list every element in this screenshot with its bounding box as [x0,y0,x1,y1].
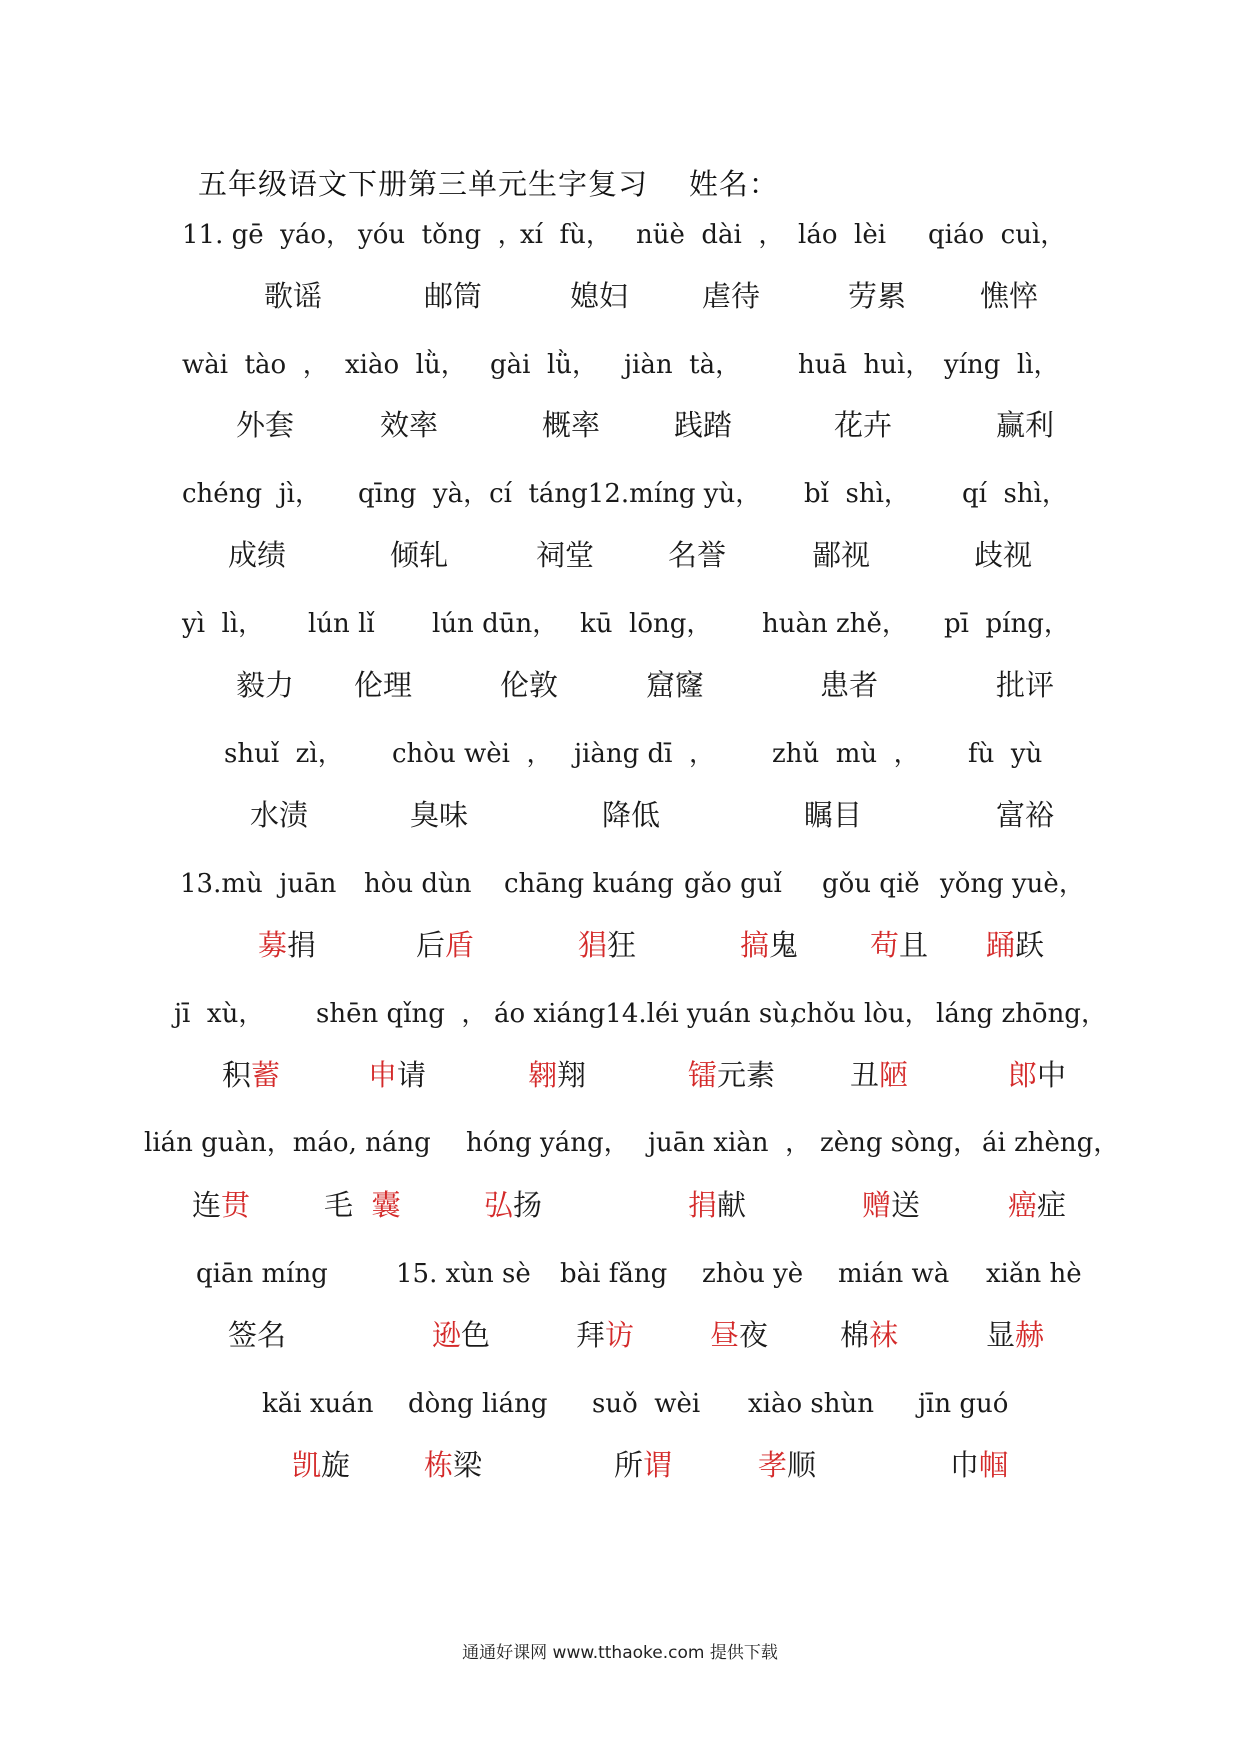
hanzi-entry [996,668,1055,702]
pinyin-entry [262,1391,374,1417]
hanzi-entry [416,928,475,962]
entry-text: 鬼 [769,928,799,962]
pinyin-entry [624,352,741,378]
entry-text: gǒu qiě [822,869,920,899]
hanzi-entry [368,1058,427,1092]
entry-text: 且 [899,928,929,962]
hanzi-entry [702,279,761,313]
hanzi-entry [236,408,295,442]
pinyin-entry [838,1261,949,1287]
entry-text: qiáo cuì， [928,220,1067,250]
entry-text: yóu tǒng ， [358,220,524,250]
highlighted-character: 郎 [1008,1058,1038,1092]
entry-text: 外套 [236,408,295,442]
hanzi-entry [646,668,705,702]
hanzi-entry [292,1448,351,1482]
entry-text: 狂 [607,928,637,962]
entry-text: huàn zhě， [762,609,908,639]
entry-text: 媳妇 [570,279,629,313]
hanzi-entry [834,408,893,442]
entry-text: 毛 [324,1188,372,1222]
highlighted-character: 陋 [879,1058,909,1092]
entry-text: 劳累 [848,279,907,313]
pinyin-entry [504,871,674,897]
hanzi-entry [812,538,871,572]
entry-text: suǒ wèi [592,1389,701,1419]
highlighted-character: 申 [368,1058,398,1092]
highlighted-character: 踊 [986,928,1016,962]
highlighted-character: 谓 [643,1448,673,1482]
hanzi-entry [424,279,483,313]
highlighted-character: 苟 [870,928,900,962]
hanzi-entry [354,668,413,702]
entry-text: 花卉 [834,408,893,442]
entry-text: 签名 [228,1318,287,1352]
pinyin-entry [648,1130,811,1156]
pinyin-entry [918,1391,1008,1417]
entry-text: zhòu yè [702,1259,804,1289]
entry-text: 践踏 [674,408,733,442]
entry-text: ái zhèng， [982,1128,1120,1158]
pinyin-entry [636,222,784,248]
entry-text: 富裕 [996,798,1055,832]
hanzi-entry [484,1188,543,1222]
hanzi-entry [222,1058,281,1092]
pinyin-entry [982,1130,1119,1156]
pinyin-entry [316,1001,487,1027]
entry-text: pī píng， [944,609,1070,639]
entry-text: jīn guó [918,1389,1009,1419]
pinyin-entry [490,352,598,378]
entry-text: 概率 [542,408,601,442]
pinyin-entry [986,1261,1082,1287]
entry-text: kǎi xuán [262,1389,374,1419]
entry-text: hòu dùn [364,869,472,899]
pinyin-entry [792,1001,931,1027]
entry-text: 梁 [453,1448,483,1482]
hanzi-entry [674,408,733,442]
entry-text: 赢利 [996,408,1055,442]
pinyin-entry [580,611,712,637]
hanzi-entry [390,538,449,572]
entry-text: 巾 [950,1448,980,1482]
highlighted-character: 搞 [740,928,770,962]
hanzi-entry [850,1058,909,1092]
hanzi-entry [688,1058,776,1092]
pinyin-entry [396,1261,531,1287]
entry-text: 瞩目 [804,798,863,832]
entry-text: shuǐ zì， [224,739,344,769]
entry-text: 效率 [380,408,439,442]
entry-text: 憔悴 [980,279,1039,313]
entry-text: 降低 [602,798,661,832]
hanzi-entry [578,928,637,962]
pinyin-entry [180,871,336,897]
pinyin-entry [592,1391,700,1417]
hanzi-entry [688,1188,747,1222]
entry-text: 邮筒 [424,279,483,313]
entry-text: 名誉 [668,538,727,572]
entry-text: 元素 [717,1058,776,1092]
entry-text: fù yù [968,739,1043,769]
entry-text: jiàng dī ， [574,739,716,769]
entry-text: 11. gē yáo， [182,220,353,250]
entry-text: áo xiáng14.léi yuán sù， [494,999,815,1029]
entry-text: 丑 [850,1058,880,1092]
entry-text: lián guàn，máo, náng [144,1128,431,1158]
entry-text: bǐ shì， [804,479,910,509]
entry-text: yíng lì， [944,350,1060,380]
hanzi-entry [980,279,1039,313]
pinyin-entry [392,741,552,767]
pinyin-entry [560,1261,667,1287]
highlighted-character: 镭 [688,1058,718,1092]
pinyin-entry [432,611,558,637]
entry-text: 请 [397,1058,427,1092]
entry-text: 鄙视 [812,538,871,572]
entry-text: chòu wèi ， [392,739,553,769]
entry-text: qí shì， [962,479,1068,509]
entry-text: xí fù， [520,220,612,250]
hanzi-entry [228,538,287,572]
entry-text: huā huì， [798,350,932,380]
highlighted-character: 募 [258,928,288,962]
entry-text: 臭味 [410,798,469,832]
entry-text: chéng jì， [182,479,321,509]
pinyin-entry [196,1261,328,1287]
pinyin-entry [684,871,782,897]
entry-text: 伦敦 [500,668,559,702]
entry-text: 扬 [513,1188,543,1222]
pinyin-entry [182,222,352,248]
highlighted-character: 帼 [979,1448,1009,1482]
entry-text: 13.mù juān [180,869,337,899]
pinyin-entry [944,611,1070,637]
pinyin-entry [702,1261,803,1287]
hanzi-entry [228,1318,287,1352]
highlighted-character: 昼 [710,1318,740,1352]
entry-text: jī xù， [174,999,265,1029]
entry-text: 显 [986,1318,1016,1352]
hanzi-entry [848,279,907,313]
hanzi-entry [840,1318,899,1352]
hanzi-entry [986,1318,1045,1352]
highlighted-character: 赫 [1015,1318,1045,1352]
entry-text: wài tào ， [182,350,329,380]
entry-text: chǒu lòu， [792,999,931,1029]
entry-text: 歧视 [974,538,1033,572]
highlighted-character: 猖 [578,928,608,962]
pinyin-entry [968,741,1042,767]
hanzi-entry [986,928,1045,962]
highlighted-character: 孝 [758,1448,788,1482]
entry-text: 水渍 [250,798,309,832]
hanzi-entry [570,279,629,313]
entry-text: lún lǐ [308,609,375,639]
entry-text: 色 [461,1318,491,1352]
pinyin-entry [962,481,1068,507]
pinyin-entry [144,1130,431,1156]
pinyin-entry [466,1130,630,1156]
pinyin-entry [804,481,910,507]
highlighted-character: 访 [605,1318,635,1352]
pinyin-entry [174,1001,264,1027]
entry-text: zhǔ mù ， [772,739,920,769]
pinyin-entry [358,481,761,507]
hanzi-entry [432,1318,491,1352]
entry-text: jiàn tà， [624,350,742,380]
pinyin-entry [762,611,908,637]
entry-text: 跃 [1015,928,1045,962]
entry-text: 顺 [787,1448,817,1482]
entry-text: 毅力 [236,668,295,702]
pinyin-entry [308,611,375,637]
hanzi-entry [500,668,559,702]
pinyin-entry [936,1001,1107,1027]
hanzi-entry [528,1058,587,1092]
entry-text: lún dūn， [432,609,559,639]
entry-text: 所 [614,1448,644,1482]
pinyin-entry [748,1391,874,1417]
hanzi-entry [250,798,309,832]
highlighted-character: 蓄 [251,1058,281,1092]
hanzi-entry [870,928,929,962]
hanzi-entry [996,798,1055,832]
page-footer: 通通好课网 www.tthaoke.com 提供下载 [462,1643,778,1663]
entry-text: 窟窿 [646,668,705,702]
entry-text: 15. xùn sè [396,1259,531,1289]
entry-text: 倾轧 [390,538,449,572]
hanzi-entry [614,1448,673,1482]
entry-text: 虐待 [702,279,761,313]
pinyin-entry [798,222,886,248]
pinyin-entry [798,352,931,378]
entry-text: 后 [416,928,446,962]
entry-text: láo lèi [798,220,887,250]
highlighted-character: 捐 [688,1188,718,1222]
entry-text: 中 [1037,1058,1067,1092]
pinyin-entry [944,352,1060,378]
hanzi-entry [1008,1188,1067,1222]
entry-text: juān xiàn ， [648,1128,812,1158]
hanzi-entry [536,538,595,572]
hanzi-entry [324,1188,401,1222]
entry-text: dòng liáng [408,1389,548,1419]
entry-text: 积 [222,1058,252,1092]
hanzi-entry [668,538,727,572]
pinyin-entry [574,741,715,767]
pinyin-entry [358,222,524,248]
pinyin-entry [822,871,920,897]
entry-text: mián wà [838,1259,950,1289]
hanzi-entry [602,798,661,832]
entry-text: 棉 [840,1318,870,1352]
pinyin-entry [182,611,264,637]
highlighted-character: 癌 [1008,1188,1038,1222]
pinyin-entry [182,481,321,507]
entry-text: hóng yáng， [466,1128,630,1158]
entry-text: yì lì， [182,609,265,639]
entry-text: gǎo guǐ [684,869,782,899]
entry-text: 翔 [557,1058,587,1092]
highlighted-character: 盾 [445,928,475,962]
entry-text: 成绩 [228,538,287,572]
entry-text: xiào shùn [748,1389,874,1419]
entry-text: yǒng yuè， [940,869,1085,899]
entry-text: chāng kuáng [504,869,674,899]
hanzi-entry [804,798,863,832]
entry-text: 歌谣 [264,279,323,313]
hanzi-entry [710,1318,769,1352]
highlighted-character: 袜 [869,1318,899,1352]
entry-text: 批评 [996,668,1055,702]
pinyin-entry [224,741,344,767]
pinyin-entry [494,1001,815,1027]
hanzi-entry [542,408,601,442]
hanzi-entry [576,1318,635,1352]
hanzi-entry [1008,1058,1067,1092]
entry-text: 拜 [576,1318,606,1352]
hanzi-entry [862,1188,921,1222]
entry-text: gài lǜ， [490,350,599,380]
hanzi-entry [740,928,799,962]
entry-text: nüè dài ， [636,220,785,250]
hanzi-entry [258,928,317,962]
entry-text: 连 [192,1188,222,1222]
entry-text: qīng yà，cí táng12.míng yù， [358,479,762,509]
entry-text: xiào lǜ， [345,350,467,380]
hanzi-entry [380,408,439,442]
entry-text: 症 [1037,1188,1067,1222]
entry-text: 伦理 [354,668,413,702]
hanzi-entry [424,1448,483,1482]
hanzi-entry [264,279,323,313]
entry-text: qiān míng [196,1259,328,1289]
entry-text: láng zhōng， [936,999,1107,1029]
hanzi-entry [950,1448,1009,1482]
entry-text: zèng sòng， [820,1128,980,1158]
pinyin-entry [940,871,1085,897]
entry-text: shēn qǐng ， [316,999,488,1029]
entry-text: 祠堂 [536,538,595,572]
highlighted-character: 翱 [528,1058,558,1092]
page-title: 五年级语文下册第三单元生字复习 姓名： [198,167,779,201]
pinyin-entry [182,352,329,378]
hanzi-entry [758,1448,817,1482]
highlighted-character: 贯 [221,1188,251,1222]
entry-text: 患者 [820,668,879,702]
pinyin-entry [364,871,472,897]
entry-text: 送 [891,1188,921,1222]
hanzi-entry [820,668,879,702]
highlighted-character: 栋 [424,1448,454,1482]
hanzi-entry [192,1188,251,1222]
entry-text: 捐 [287,928,317,962]
hanzi-entry [236,668,295,702]
pinyin-entry [520,222,612,248]
highlighted-character: 弘 [484,1188,514,1222]
pinyin-entry [345,352,467,378]
hanzi-entry [996,408,1055,442]
pinyin-entry [408,1391,547,1417]
pinyin-entry [820,1130,979,1156]
entry-text: xiǎn hè [986,1259,1082,1289]
hanzi-entry [974,538,1033,572]
hanzi-entry [410,798,469,832]
highlighted-character: 逊 [432,1318,462,1352]
highlighted-character: 囊 [371,1188,401,1222]
highlighted-character: 凯 [292,1448,322,1482]
pinyin-entry [928,222,1066,248]
entry-text: 夜 [739,1318,769,1352]
entry-text: bài fǎng [560,1259,668,1289]
entry-text: 献 [717,1188,747,1222]
pinyin-entry [772,741,920,767]
highlighted-character: 赠 [862,1188,892,1222]
entry-text: 旋 [321,1448,351,1482]
entry-text: kū lōng， [580,609,713,639]
